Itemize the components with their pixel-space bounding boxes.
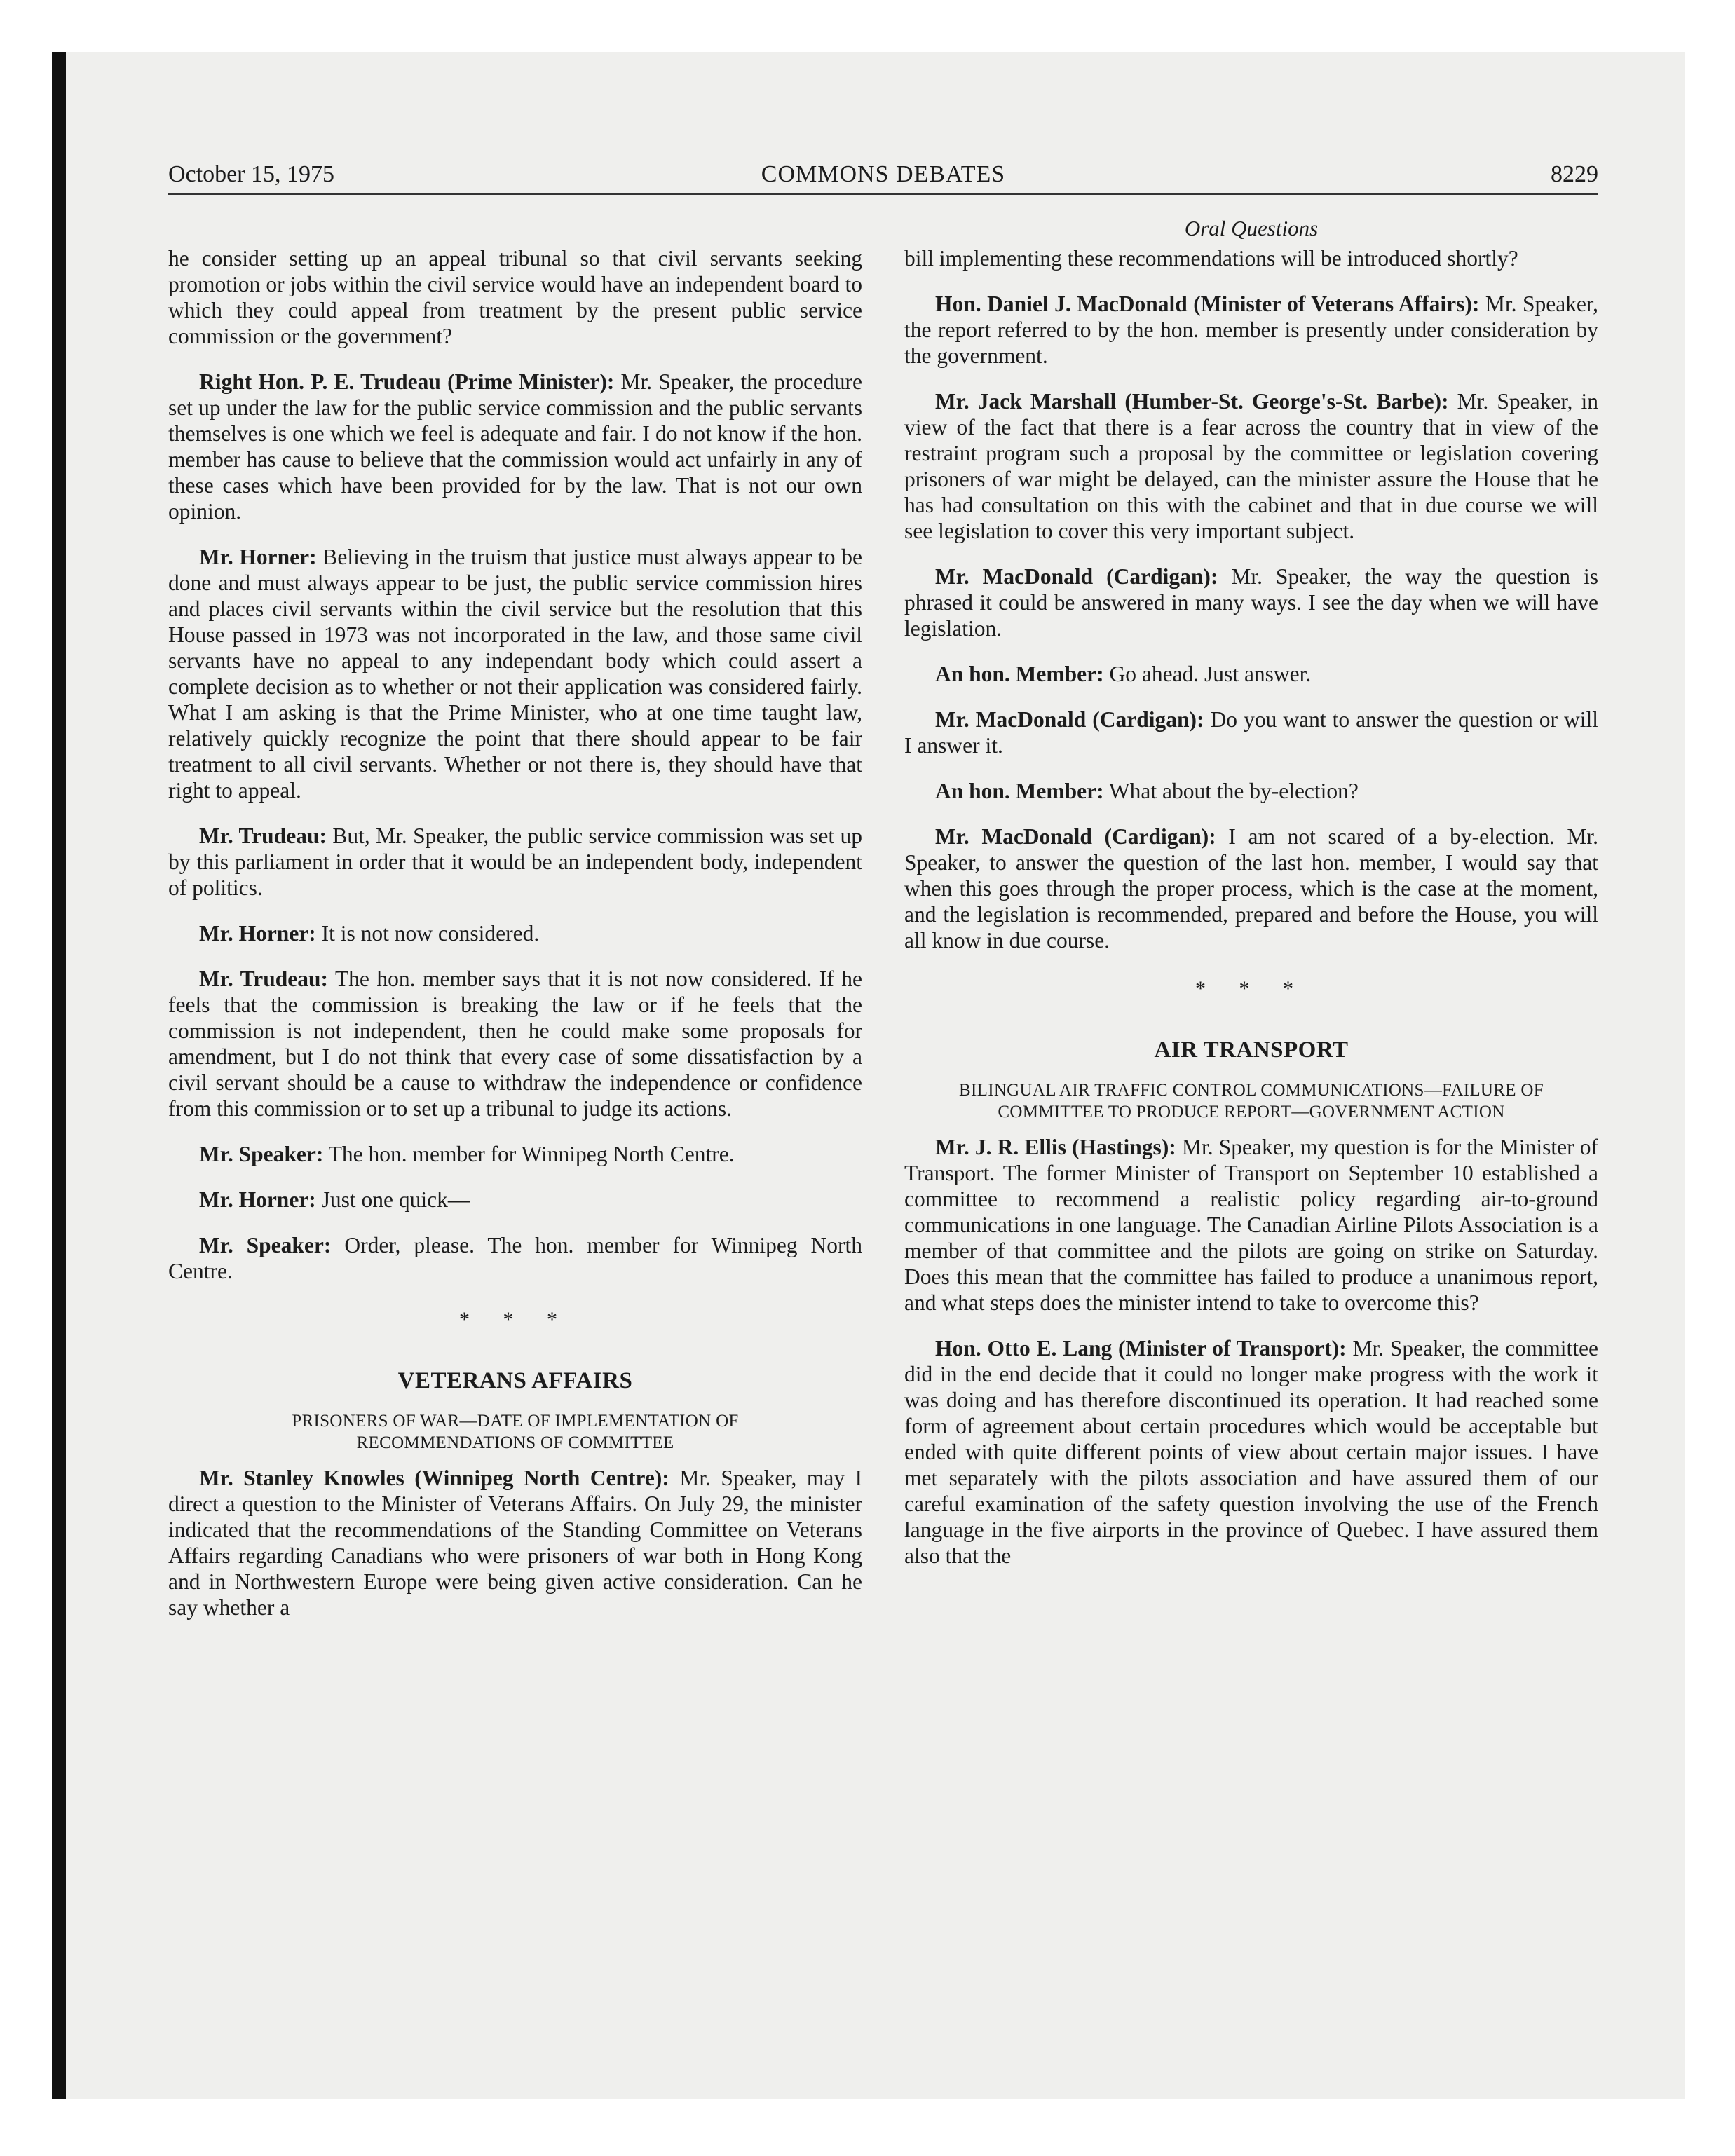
speech-text: What about the by-election? xyxy=(1108,779,1359,803)
speech-text: It is not now considered. xyxy=(321,921,540,946)
paragraph xyxy=(904,824,1598,953)
paragraph xyxy=(904,707,1598,758)
paragraph xyxy=(904,1134,1598,1316)
header-date: October 15, 1975 xyxy=(168,161,335,187)
paragraph xyxy=(168,544,862,803)
speaker-name: Mr. Stanley Knowles (Winnipeg North Centre): xyxy=(199,1466,669,1490)
speech-text: Just one quick— xyxy=(321,1187,470,1212)
paragraph xyxy=(168,1141,862,1167)
speaker-name: Mr. MacDonald (Cardigan): xyxy=(935,564,1218,589)
speech-text: Mr. Speaker, in view of the fact that there is a fear across the country that in view of the restraint program such a proposal by the committee or legislation covering prisoners of war might be delayed, can the minister assure the House that he has had consultation on this with the cabinet and that in due course we will see legislation to cover this very important subject. xyxy=(904,389,1598,543)
section-title: AIR TRANSPORT xyxy=(1154,1037,1349,1063)
section-subtitle: PRISONERS OF WAR—DATE OF IMPLEMENTATION OF RECOMMENDATIONS OF COMMITTEE xyxy=(292,1412,739,1452)
paragraph xyxy=(904,778,1598,804)
speaker-name: Right Hon. P. E. Trudeau (Prime Minister): xyxy=(199,369,615,394)
speaker-name: Mr. Jack Marshall (Humber-St. George's-St. Barbe): xyxy=(935,389,1449,414)
speaker-name: Mr. Horner: xyxy=(199,1187,316,1212)
speaker-name: Mr. Speaker: xyxy=(199,1142,324,1166)
paragraph xyxy=(904,1335,1598,1569)
speaker-name: Mr. Trudeau: xyxy=(199,967,329,991)
paragraph xyxy=(168,369,862,524)
speaker-name: Mr. Speaker: xyxy=(199,1233,332,1257)
paragraph xyxy=(168,966,862,1121)
speech-text: Mr. Speaker, the procedure set up under the law for the public service commission and the public servants themselves is one which we feel is adequate and fair. I do not know if the hon. member has cause to believe that the commission would act unfairly in any of these cases which have been provided for by the law. That is not our own opinion. xyxy=(168,369,863,524)
paragraph xyxy=(168,1465,862,1621)
section-separator: * * * xyxy=(459,1308,571,1331)
speaker-name: An hon. Member: xyxy=(935,779,1104,803)
left-column xyxy=(168,245,862,1640)
paragraph xyxy=(168,823,862,901)
section-separator: * * * xyxy=(1195,977,1307,1000)
paragraph xyxy=(168,1232,862,1284)
paragraph xyxy=(168,920,862,946)
speech-text: Mr. Speaker, my question is for the Minister of Transport. The former Minister of Transport on September 10 established a committee to recommend a realistic policy regarding air-to-ground communications in one language. The Canadian Airline Pilots Association is a member of that committee and the pilots are going on strike on Saturday. Does this mean that the committee has failed to produce a unanimous report, and what steps does the minister intend to take to overcome this? xyxy=(904,1135,1599,1315)
speaker-name: An hon. Member: xyxy=(935,662,1104,686)
header-rule xyxy=(168,193,1598,195)
page-header xyxy=(168,158,1598,191)
speech-text: Mr. Speaker, the way the question is phrased it could be answered in many ways. I see the day when we will have legislation. xyxy=(904,564,1598,641)
paragraph xyxy=(168,1187,862,1213)
paragraph xyxy=(904,564,1598,641)
speech-text: Go ahead. Just answer. xyxy=(1109,662,1312,686)
page-number: 8229 xyxy=(1551,161,1598,187)
running-head: Oral Questions xyxy=(1184,216,1319,240)
speaker-name: Hon. Daniel J. MacDonald (Minister of Veterans Affairs): xyxy=(935,292,1480,316)
header-title: COMMONS DEBATES xyxy=(761,161,1006,187)
speaker-name: Mr. MacDonald (Cardigan): xyxy=(935,824,1216,849)
speech-text: Mr. Speaker, may I direct a question to the Minister of Veterans Affairs. On July 29, the minister indicated that the recommendations of the Standing Committee on Veterans Affairs regarding Canadians who were prisoners of war both in Hong Kong and in Northwestern Europe were being given active consideration. Can he say whether a xyxy=(168,1466,862,1620)
paragraph: bill implementing these recommendations will be introduced shortly? xyxy=(904,246,1518,271)
speech-text: I am not scared of a by-election. Mr. Speaker, to answer the question of the last hon. member, I would say that when this goes through the proper process, which is the case at the moment, and the legislation is recommended, prepared and before the House, you will all know in due course. xyxy=(904,824,1599,953)
speaker-name: Mr. MacDonald (Cardigan): xyxy=(935,707,1204,732)
speech-text: Mr. Speaker, the report referred to by the hon. member is presently under consideration by the government. xyxy=(904,292,1599,368)
speaker-name: Mr. Horner: xyxy=(199,545,317,569)
paragraph xyxy=(904,388,1598,544)
speech-text: Do you want to answer the question or will I answer it. xyxy=(904,707,1599,758)
speech-text: The hon. member says that it is not now considered. If he feels that the commission is breaking the law or if he feels that the commission is not independent, then he could make some proposals for amendment, but I do not think that every case of some dissatisfaction by a civil servant should be a cause to withdraw the independence or confidence from this commission or to set up a tribunal to judge its actions. xyxy=(168,967,862,1121)
speaker-name: Mr. Horner: xyxy=(199,921,316,946)
binding-edge xyxy=(52,52,66,2099)
paragraph xyxy=(904,661,1598,687)
speaker-name: Hon. Otto E. Lang (Minister of Transport): xyxy=(935,1336,1347,1360)
section-title: VETERANS AFFAIRS xyxy=(397,1368,633,1393)
speaker-name: Mr. J. R. Ellis (Hastings): xyxy=(935,1135,1176,1159)
speech-text: Order, please. The hon. member for Winnipeg North Centre. xyxy=(168,1233,862,1283)
speaker-name: Mr. Trudeau: xyxy=(199,824,327,848)
speech-text: Mr. Speaker, the committee did in the end decide that it could no longer make progress with the work it was doing and has therefore discontinued its operation. It had reached some form of agreement about certain procedures which would be acceptable but ended with quite different points of view about certain major issues. I have met separately with the pilots association and have assured them of our careful examination of the safety question involving the use of the French language in the five airports in the province of Quebec. I have assured them also that the xyxy=(904,1336,1599,1568)
speech-text: The hon. member for Winnipeg North Centre. xyxy=(328,1142,735,1166)
right-column xyxy=(904,245,1598,1588)
paragraph: he consider setting up an appeal tribunal so that civil servants seeking promotion or jobs within the civil service would have an independent board to which they could appeal from treatment by the present public service commission or the government? xyxy=(168,246,862,348)
speech-text: But, Mr. Speaker, the public service commission was set up by this parliament in order that it would be an independent body, independent of politics. xyxy=(168,824,863,900)
speech-text: Believing in the truism that justice must always appear to be done and must always appear to be just, the public service commission hires and places civil servants within the civil service but the resolution that this House passed in 1973 was not incorporated in the law, and those same civil servants have no appeal to any independant body which could assert a complete decision as to whether or not their application was considered fairly. What I am asking is that the Prime Minister, who at one time taught law, relatively quickly recognize the point that there should appear to be fair treatment to all civil servants. Whether or not there is, they should have that right to appeal. xyxy=(168,545,863,803)
section-subtitle: BILINGUAL AIR TRAFFIC CONTROL COMMUNICATIONS—FAILURE OF COMMITTEE TO PRODUCE REPORT—GOVERNMENT ACTION xyxy=(959,1081,1544,1121)
paragraph xyxy=(904,291,1598,369)
